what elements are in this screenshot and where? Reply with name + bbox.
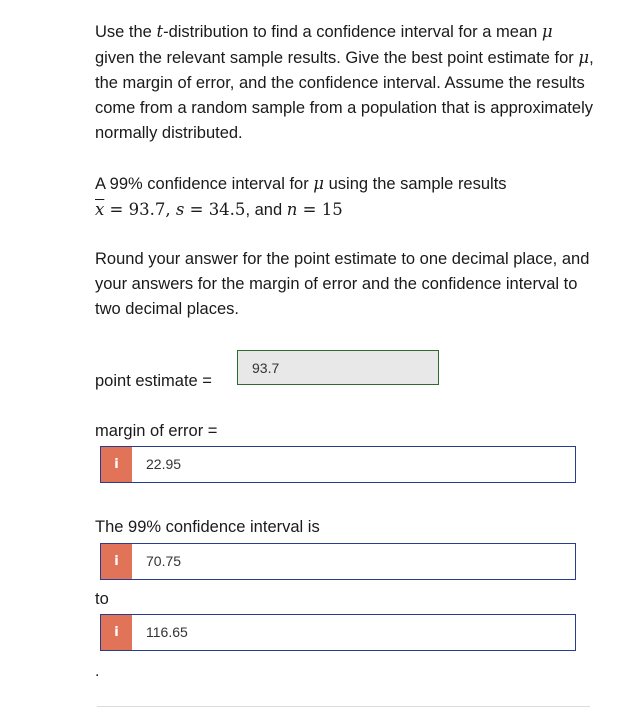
setup-text-2: using the sample results — [324, 175, 507, 193]
ci-upper-field[interactable] — [100, 614, 576, 651]
question-setup — [95, 171, 595, 223]
intro-text-1: Use the — [95, 23, 157, 41]
intro-text-4: , the margin of error, and the confidence interval. Assume the results come from a random sample from a population that is approximately normally distributed. — [95, 49, 594, 142]
and-separator: , and — [245, 201, 287, 219]
info-icon[interactable]: i — [101, 615, 132, 650]
point-estimate-field[interactable]: 93.7 — [237, 350, 439, 385]
mu-symbol: μ — [541, 22, 553, 41]
confidence-interval-label: The 99% confidence interval is — [95, 518, 320, 536]
n-value: 15 — [321, 200, 343, 219]
ci-upper-value[interactable]: 116.65 — [146, 624, 188, 640]
margin-of-error-label: margin of error = — [95, 422, 218, 440]
intro-text-3: given the relevant sample results. Give the best point estimate for — [95, 49, 579, 67]
t-symbol: t — [156, 22, 164, 41]
mu-symbol: μ — [313, 174, 325, 193]
equals-sign: = — [104, 200, 129, 219]
separator: , — [165, 200, 176, 219]
margin-of-error-value[interactable]: 22.95 — [146, 456, 182, 472]
rounding-instructions: Round your answer for the point estimate to one decimal place, and your answers for the margin of error and the confidence interval to two decimal places. — [95, 250, 590, 318]
setup-text-1: A 99% confidence interval for — [95, 175, 314, 193]
divider — [97, 706, 590, 707]
xbar-symbol: $\overline{x}$ — [95, 200, 105, 219]
ci-lower-field[interactable] — [100, 543, 576, 580]
s-symbol: s — [175, 200, 185, 219]
ci-lower-value[interactable]: 70.75 — [146, 553, 182, 569]
margin-of-error-field[interactable] — [100, 446, 576, 483]
equals-sign: = — [297, 200, 322, 219]
info-icon[interactable]: i — [101, 447, 132, 482]
equals-sign: = — [184, 200, 209, 219]
trailing-period: . — [95, 663, 100, 680]
n-symbol: n — [286, 200, 298, 219]
to-label: to — [95, 590, 109, 608]
mu-symbol: μ — [578, 48, 590, 67]
info-icon[interactable]: i — [101, 544, 132, 579]
xbar-value: 93.7 — [128, 200, 166, 219]
intro-text-2: -distribution to find a confidence interval for a mean — [163, 23, 542, 41]
s-value: 34.5 — [208, 200, 246, 219]
question-intro — [95, 19, 595, 146]
point-estimate-label: point estimate = — [95, 372, 212, 390]
